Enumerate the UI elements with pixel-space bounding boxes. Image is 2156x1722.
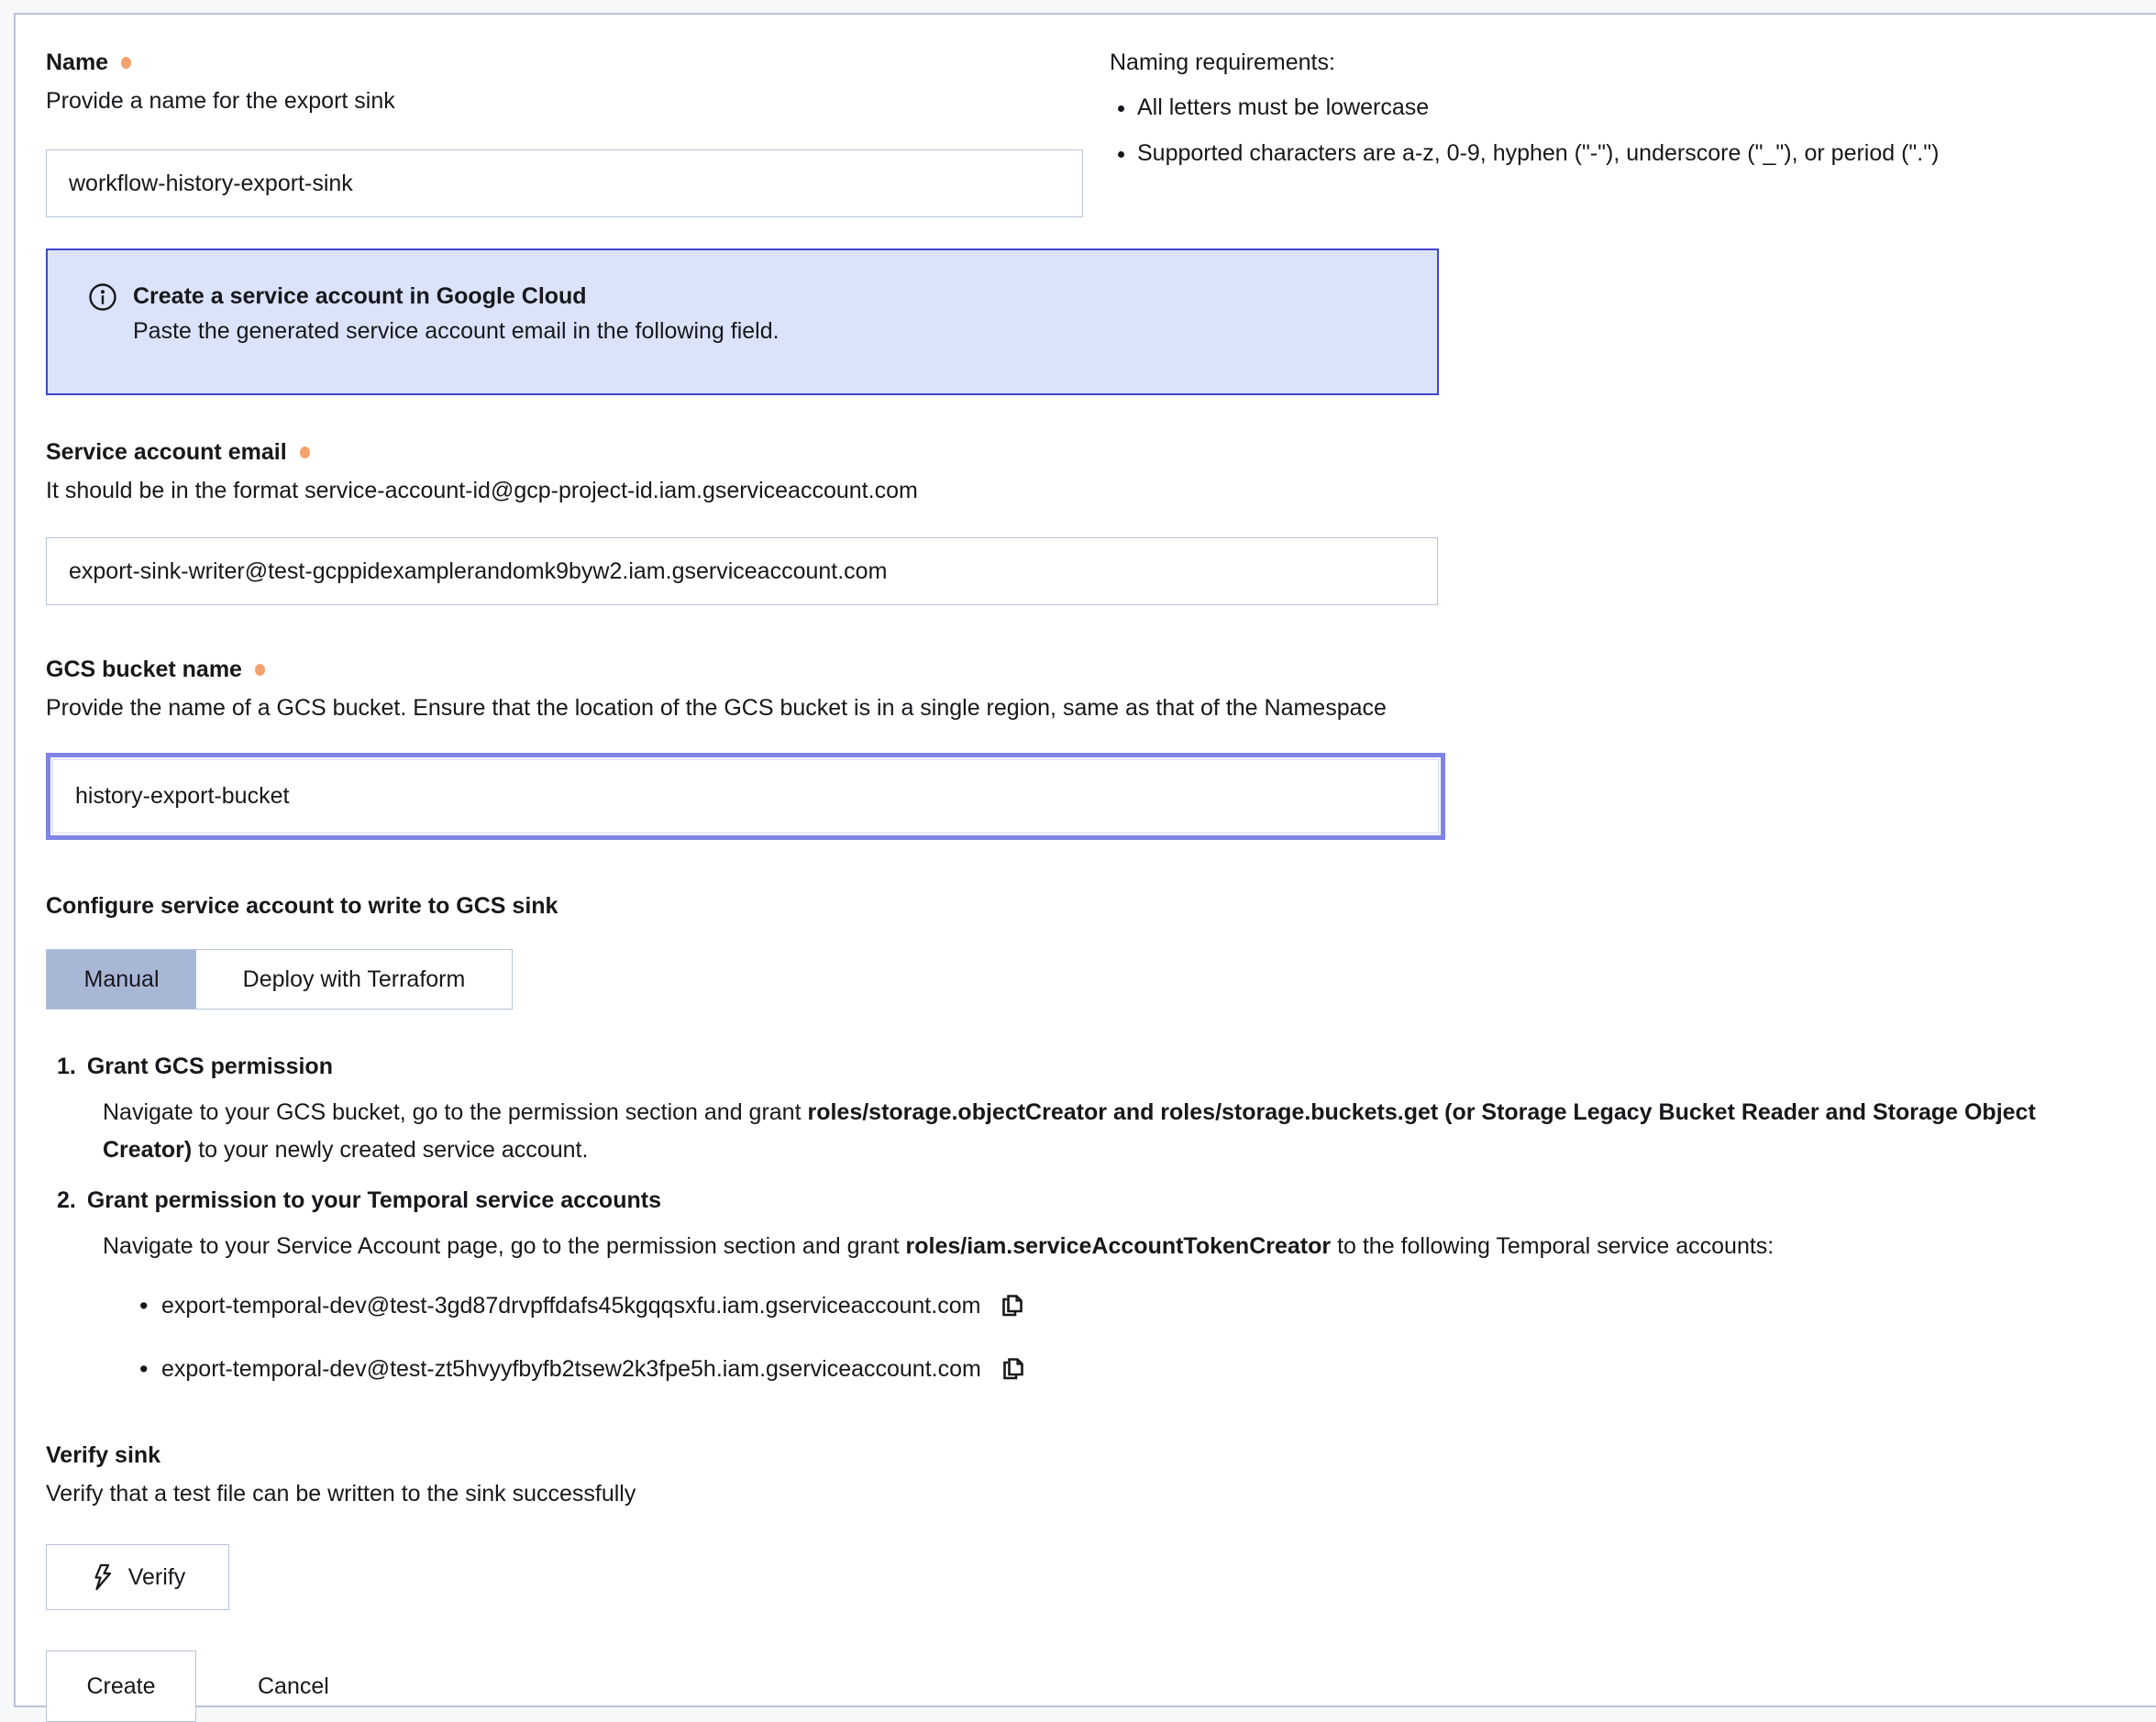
name-description: Provide a name for the export sink xyxy=(46,88,395,114)
step-body xyxy=(103,1228,2106,1265)
name-input[interactable] xyxy=(46,149,1083,217)
step-text-bold: roles/iam.serviceAccountTokenCreator xyxy=(905,1233,1332,1259)
step-grant-gcs-permission xyxy=(46,1048,2156,1169)
step-number: 1. xyxy=(57,1054,76,1079)
service-account-item xyxy=(139,1352,2156,1385)
info-banner-title: Create a service account in Google Cloud xyxy=(133,283,587,309)
manual-steps xyxy=(46,1048,2156,1385)
copy-icon xyxy=(999,1292,1026,1319)
required-dot xyxy=(300,447,310,458)
cancel-button[interactable] xyxy=(258,1650,329,1722)
copy-button[interactable] xyxy=(999,1292,1026,1319)
create-button[interactable] xyxy=(46,1650,196,1722)
service-account-email-label-text: Service account email xyxy=(46,439,287,465)
step-title: Grant GCS permission xyxy=(86,1054,333,1079)
step-text: to the following Temporal service accounts: xyxy=(1331,1233,1775,1259)
step-text: to your newly created service account. xyxy=(192,1137,589,1163)
info-banner-body xyxy=(133,281,779,347)
temporal-service-account-list xyxy=(46,1289,2156,1385)
naming-requirements-list xyxy=(1110,93,1939,169)
bucket-name-label-text: GCS bucket name xyxy=(46,657,242,682)
export-sink-form-panel xyxy=(14,13,2156,1707)
info-icon xyxy=(88,282,117,312)
naming-requirement-item: • All letters must be lowercase xyxy=(1137,93,1939,123)
copy-icon xyxy=(1000,1355,1027,1383)
bucket-name-input[interactable] xyxy=(52,759,1439,833)
step-text: Navigate to your Service Account page, go to the permission section and grant xyxy=(103,1233,906,1259)
create-button-label: Create xyxy=(86,1672,156,1699)
step-number: 2. xyxy=(57,1187,76,1213)
step-heading xyxy=(46,1182,2156,1219)
service-account-email: export-temporal-dev@test-3gd87drvpffdafs45kgqqsxfu.iam.gserviceaccount.com xyxy=(161,1293,981,1319)
bullet: • xyxy=(139,1355,149,1383)
tab-manual-label: Manual xyxy=(83,966,160,992)
service-account-item xyxy=(139,1289,2156,1322)
tab-manual[interactable] xyxy=(47,950,196,1009)
name-label xyxy=(46,48,1083,78)
required-dot xyxy=(121,57,131,69)
copy-button[interactable] xyxy=(1000,1355,1027,1383)
top-row xyxy=(46,48,2156,217)
step-grant-temporal-permission xyxy=(46,1182,2156,1265)
tab-deploy-terraform[interactable] xyxy=(196,950,512,1009)
tab-deploy-terraform-label: Deploy with Terraform xyxy=(242,966,466,992)
step-heading xyxy=(46,1048,2156,1085)
step-body xyxy=(103,1094,2106,1169)
verify-sink-title: Verify sink xyxy=(46,1442,161,1468)
verify-button[interactable] xyxy=(46,1544,229,1610)
configure-section-title: Configure service account to write to GCS sink xyxy=(46,893,558,919)
bucket-name-input-focus-ring xyxy=(46,753,1445,840)
service-account-email: export-temporal-dev@test-zt5hvyyfbyfb2tsew2k3fpe5h.iam.gserviceaccount.com xyxy=(161,1356,981,1382)
step-text: Navigate to your GCS bucket, go to the permission section and grant xyxy=(103,1099,808,1125)
name-label-text: Name xyxy=(46,50,109,75)
naming-requirements xyxy=(1110,48,1939,217)
bucket-name-label xyxy=(46,655,2156,685)
lightning-icon xyxy=(90,1563,115,1592)
step-title: Grant permission to your Temporal service accounts xyxy=(86,1187,661,1213)
naming-requirements-title: Naming requirements: xyxy=(1110,50,1335,75)
service-account-email-input[interactable] xyxy=(46,537,1438,605)
naming-requirement-item: • Supported characters are a-z, 0-9, hyphen ("-"), underscore ("_"), or period (".") xyxy=(1137,138,1939,169)
service-account-email-label xyxy=(46,437,2156,468)
verify-button-label: Verify xyxy=(127,1563,186,1590)
step-text-bold: roles/storage.objectCreator and roles/storage.buckets.get (or Storage Legacy Bucket Reader and Storage Object Creator) xyxy=(103,1099,2036,1163)
required-dot xyxy=(255,664,265,676)
info-banner-text: Paste the generated service account email in the following field. xyxy=(133,318,779,344)
service-account-email-description: It should be in the format service-account-id@gcp-project-id.iam.gserviceaccount.com xyxy=(46,478,918,503)
name-field-group xyxy=(46,48,1083,217)
cancel-button-label: Cancel xyxy=(258,1672,329,1699)
configure-tabs xyxy=(46,949,513,1010)
verify-sink-description: Verify that a test file can be written to the sink successfully xyxy=(46,1481,636,1507)
bucket-name-description: Provide the name of a GCS bucket. Ensure that the location of the GCS bucket is in a single region, same as that of the Namespace xyxy=(46,695,1387,721)
info-banner xyxy=(46,248,1439,395)
form-actions xyxy=(46,1650,2156,1722)
bullet: • xyxy=(139,1292,149,1319)
